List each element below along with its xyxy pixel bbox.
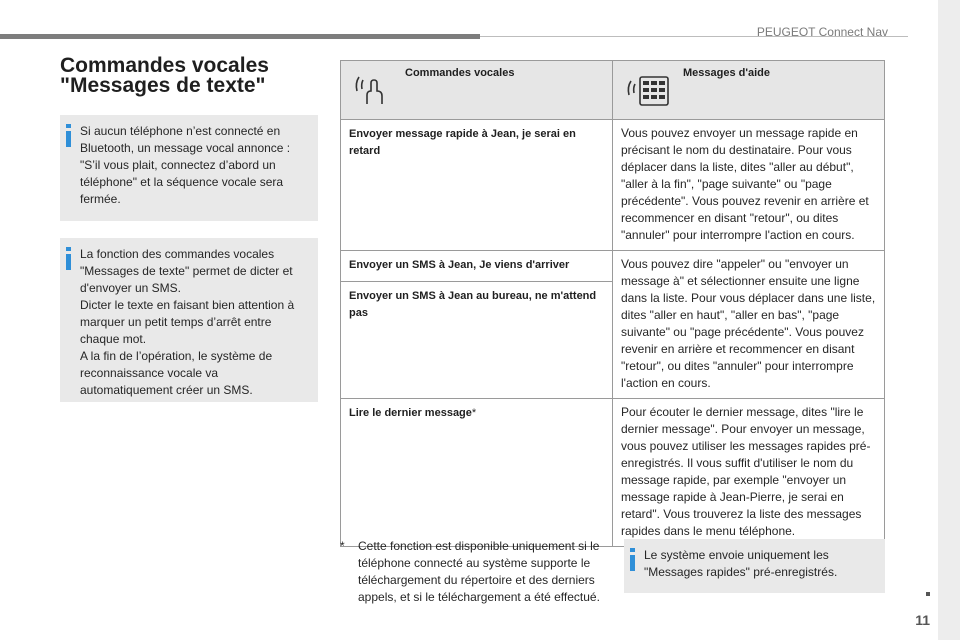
- table-row: [341, 120, 885, 251]
- table-header-label: Commandes vocales: [405, 67, 515, 79]
- page-number: 11: [915, 612, 930, 628]
- command-cell: [341, 399, 613, 547]
- help-cell: Vous pouvez envoyer un message rapide en précisant le nom du destinataire. Pour vous déplacer dans la liste, dites "aller au début", "aller à la fin", "page suivante" ou "page précédente". Vous pouvez revenir en arrière et recommencer en disant "retour", ou dites "annuler" pour interrompre l'action en cours.: [613, 120, 885, 251]
- info-icon: [630, 548, 635, 571]
- page-title: Commandes vocales "Messages de texte": [60, 54, 269, 97]
- info-box-quick-messages: [624, 539, 885, 593]
- page-edge-stripe: [938, 0, 960, 640]
- footnote-text: Cette fonction est disponible uniquement si le téléphone connecté au système supporte le téléchargement du répertoire et des derniers appels, et si le téléchargement a été effectué.: [358, 539, 600, 604]
- info-icon: [66, 124, 71, 147]
- info-text: La fonction des commandes vocales "Messages de texte" permet de dicter et d'envoyer un SMS. Dicter le texte en faisant bien attention à marquer un petit temps d’arrêt entre chaque mot. A la fin de l’opération, le système de reconnaissance vocale va automatiquement créer un SMS.: [80, 247, 295, 397]
- command-text: Envoyer message rapide à Jean, je serai en retard: [349, 128, 576, 157]
- voice-keypad-icon: [625, 71, 671, 114]
- voice-commands-table: [340, 60, 885, 547]
- command-text: Envoyer un SMS à Jean au bureau, ne m'attend pas: [341, 281, 612, 322]
- info-icon: [66, 247, 71, 270]
- footnote-marker: *: [340, 539, 345, 553]
- command-text: Lire le dernier message: [349, 407, 472, 419]
- page-marker-dot: [926, 592, 930, 596]
- info-text: Si aucun téléphone n’est connecté en Bluetooth, un message vocal annonce : "S’il vous plait, connectez d’abord un téléphone" et la séquence vocale sera fermée.: [80, 124, 291, 206]
- footnote-marker: *: [471, 407, 477, 419]
- help-cell: Vous pouvez dire "appeler" ou "envoyer un message à" et sélectionner ensuite une ligne dans la liste. Pour vous déplacer dans une liste, dites "aller en haut", "aller en bas", "page suivante" ou "page précédente". Vous pouvez revenir en arrière et recommencer en disant "retour", ou dites "annuler" pour interrompre l'action en cours.: [613, 251, 885, 399]
- table-header-commands: [341, 61, 613, 120]
- header-label: PEUGEOT Connect Nav: [756, 25, 888, 39]
- table-header-help: [613, 61, 885, 120]
- table-row: [341, 251, 885, 399]
- header-rule: [0, 34, 480, 39]
- command-cell: [341, 120, 613, 251]
- command-text: Envoyer un SMS à Jean, Je viens d'arriver: [349, 259, 570, 271]
- command-cell: [341, 251, 613, 399]
- help-cell: Pour écouter le dernier message, dites "lire le dernier message". Pour envoyer un message, vous pouvez utiliser les messages rapides pré-enregistrés. Il vous suffit d'utiliser le nom du message rapide, par exemple "envoyer un message rapide à Jean-Pierre, je serai en retard". Vous trouverez la liste des messages rapides dans le menu téléphone.: [613, 399, 885, 547]
- info-box-bluetooth: [60, 115, 318, 221]
- table-row: [341, 399, 885, 547]
- info-box-dictation: [60, 238, 318, 402]
- info-text: Le système envoie uniquement les "Messages rapides" pré-enregistrés.: [644, 548, 838, 579]
- footnote: [340, 538, 610, 606]
- table-header-label: Messages d'aide: [683, 67, 770, 79]
- voice-command-icon: [353, 71, 389, 110]
